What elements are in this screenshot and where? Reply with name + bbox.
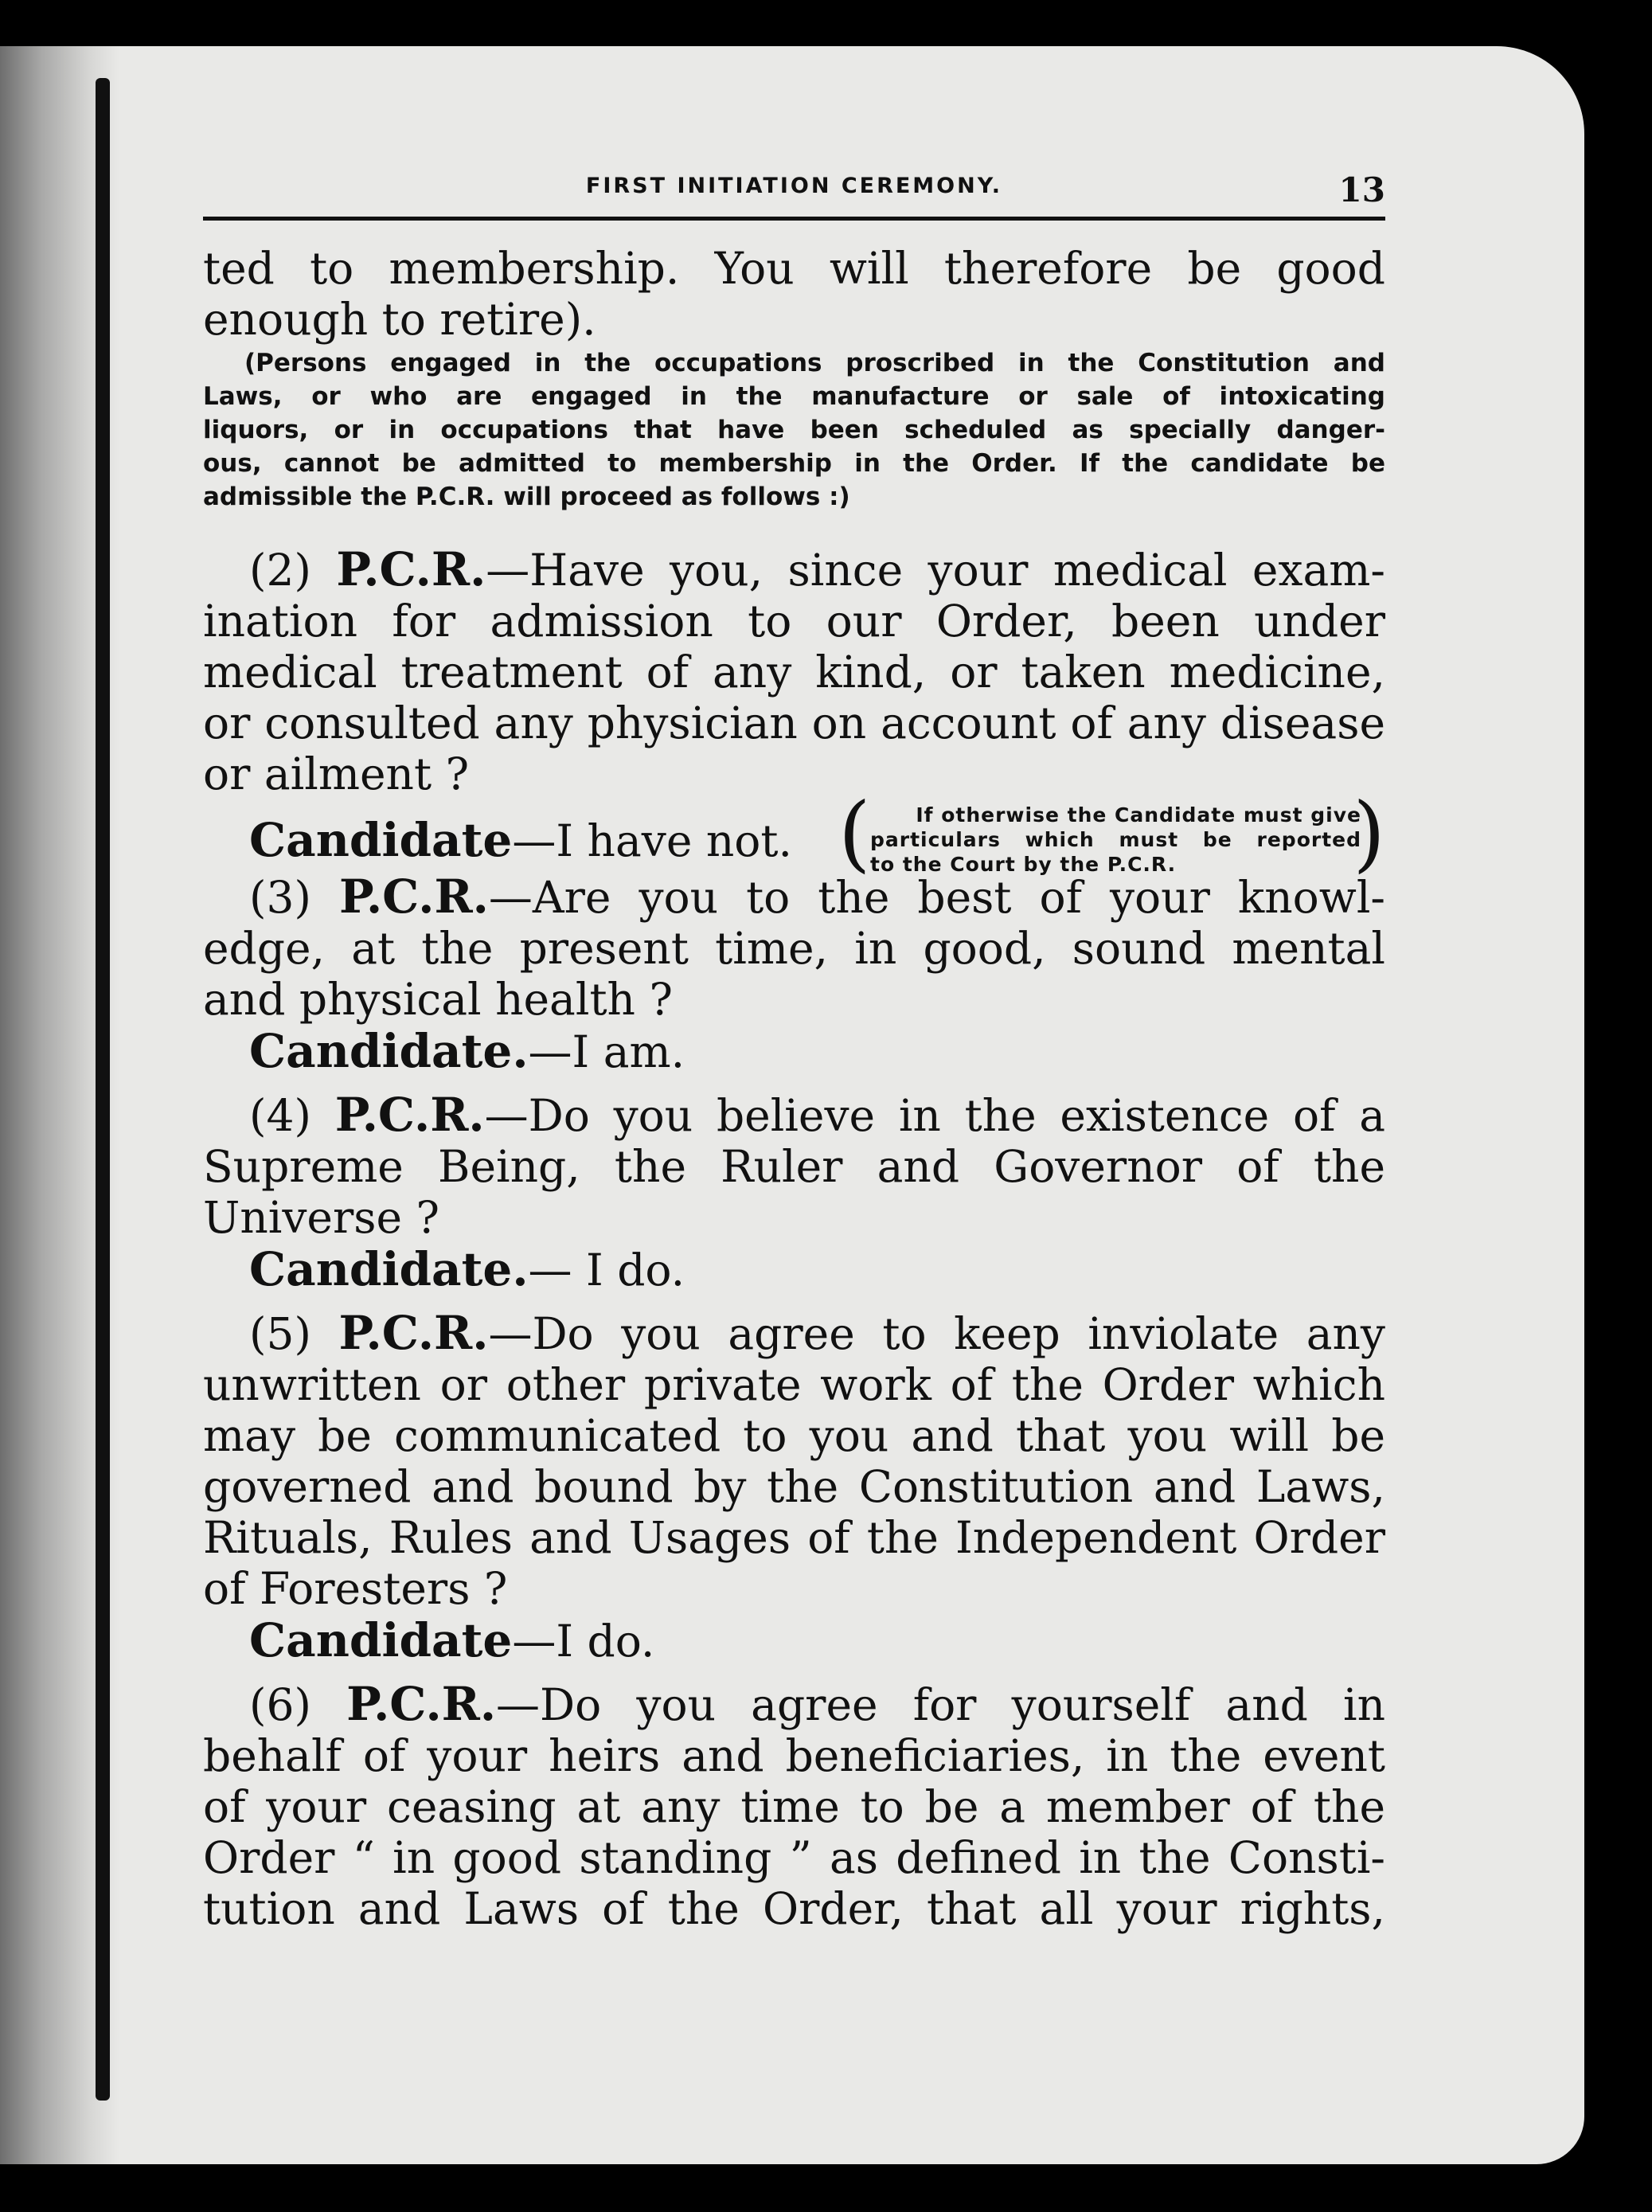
running-head bbox=[203, 170, 1385, 221]
question-line bbox=[203, 1307, 1385, 1359]
question-line bbox=[203, 544, 1385, 596]
question-text: —Are you to the best of your knowl- bbox=[488, 872, 1385, 923]
question-line: medical treatment of any kind, or taken medicine, bbox=[203, 647, 1385, 698]
margin-note bbox=[838, 784, 1385, 881]
answer-text: —I have not. bbox=[512, 815, 792, 866]
question-line: Rituals, Rules and Usages of the Independent Order bbox=[203, 1512, 1385, 1563]
answer-5 bbox=[203, 1614, 1385, 1667]
question-line: edge, at the present time, in good, sound mental bbox=[203, 923, 1385, 974]
question-3 bbox=[203, 871, 1385, 1025]
question-line: Universe ? bbox=[203, 1192, 440, 1243]
question-number: (2) bbox=[249, 545, 311, 596]
question-line: Supreme Being, the Ruler and Governor of the bbox=[203, 1141, 1385, 1192]
question-line: or consulted any physician on account of any disease bbox=[203, 698, 1385, 748]
left-brace: ( bbox=[838, 784, 871, 881]
margin-note-line: to the Court by the P.C.R. bbox=[870, 853, 1177, 876]
question-text: —Do you agree to keep inviolate any bbox=[488, 1308, 1385, 1359]
question-text: —Have you, since your medical exam- bbox=[486, 545, 1385, 596]
question-line: unwritten or other private work of the Order which bbox=[203, 1359, 1385, 1410]
question-text: —Do you believe in the existence of a bbox=[484, 1090, 1385, 1141]
page-body bbox=[203, 243, 1385, 1934]
margin-note-line: particulars which must be reported bbox=[870, 828, 1361, 851]
question-line: governed and bound by the Constitution and Laws, bbox=[203, 1461, 1385, 1512]
note-line: (Persons engaged in the occupations proscribed in the Constitution and bbox=[244, 349, 1385, 377]
spine-rule bbox=[96, 78, 110, 2101]
question-number: (6) bbox=[249, 1679, 311, 1730]
question-text: —Do you agree for yourself and in bbox=[496, 1679, 1386, 1730]
question-line: ination for admission to our Order, been under bbox=[203, 596, 1385, 647]
text-line: enough to retire). bbox=[203, 294, 596, 345]
question-line: may be communicated to you and that you will be bbox=[203, 1410, 1385, 1461]
speaker-label: Candidate. bbox=[249, 1242, 529, 1296]
answer-text: —I am. bbox=[528, 1026, 685, 1077]
speaker-label: P.C.R. bbox=[334, 1088, 485, 1142]
question-number: (3) bbox=[249, 872, 311, 923]
question-line bbox=[203, 1679, 1385, 1730]
note-line: ous, cannot be admitted to membership in the Order. If the candidate be bbox=[203, 449, 1385, 478]
question-number: (5) bbox=[249, 1308, 311, 1359]
question-line: or ailment ? bbox=[203, 748, 470, 799]
opening-paragraph bbox=[203, 243, 1385, 345]
answer-3 bbox=[203, 1025, 1385, 1078]
text-line: ted to membership. You will therefore be good bbox=[203, 243, 1385, 294]
page-number: 13 bbox=[1338, 170, 1385, 209]
question-line: of your ceasing at any time to be a member of the bbox=[203, 1781, 1385, 1832]
note-line: Laws, or who are engaged in the manufacture or sale of intoxicating bbox=[203, 382, 1385, 411]
question-line: behalf of your heirs and beneficiaries, in the event bbox=[203, 1730, 1385, 1781]
question-6 bbox=[203, 1679, 1385, 1934]
answer-text: — I do. bbox=[528, 1245, 685, 1296]
question-line bbox=[203, 871, 1385, 923]
note-line: liquors, or in occupations that have been scheduled as specially danger- bbox=[203, 416, 1385, 444]
answer-4 bbox=[203, 1243, 1385, 1296]
question-4 bbox=[203, 1089, 1385, 1243]
speaker-label: Candidate bbox=[249, 1613, 513, 1667]
speaker-label: P.C.R. bbox=[338, 1306, 489, 1360]
question-2 bbox=[203, 544, 1385, 799]
speaker-label: P.C.R. bbox=[346, 1677, 497, 1731]
question-line: of Foresters ? bbox=[203, 1563, 508, 1614]
speaker-label: Candidate. bbox=[249, 1024, 529, 1078]
question-line: Order “ in good standing ” as defined in the Consti- bbox=[203, 1832, 1385, 1883]
question-line: and physical health ? bbox=[203, 974, 673, 1025]
question-number: (4) bbox=[249, 1090, 311, 1141]
question-line bbox=[203, 1089, 1385, 1141]
speaker-label: P.C.R. bbox=[338, 870, 489, 924]
speaker-label: Candidate bbox=[249, 813, 513, 867]
note-line: admissible the P.C.R. will proceed as follows :) bbox=[203, 483, 850, 511]
answer-2 bbox=[203, 784, 1385, 881]
instruction-note bbox=[203, 346, 1385, 514]
right-brace: ) bbox=[1353, 784, 1385, 881]
running-title: FIRST INITIATION CEREMONY. bbox=[585, 174, 1003, 198]
question-line: tution and Laws of the Order, that all your rights, bbox=[203, 1883, 1385, 1934]
question-5 bbox=[203, 1307, 1385, 1614]
margin-note-line: If otherwise the Candidate must give bbox=[916, 803, 1361, 827]
speaker-label: P.C.R. bbox=[336, 542, 486, 596]
answer-text: —I do. bbox=[512, 1616, 655, 1667]
